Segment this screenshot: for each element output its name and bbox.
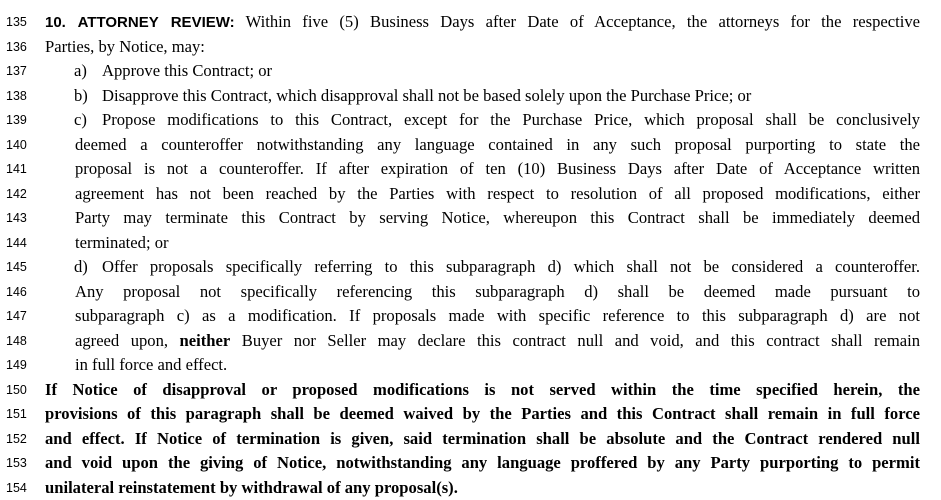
line-number: 145 [6,255,36,280]
option-a-text: Approve this Contract; or [102,61,272,80]
document-line [0,476,941,500]
option-c-line [74,108,920,133]
emphasis-neither: neither [180,331,231,350]
document-line [0,402,941,427]
document-line [0,157,941,182]
option-b-text: Disapprove this Contract, which disapproval shall not be based solely upon the Purchase Price; or [102,86,751,105]
document-line [0,304,941,329]
document-line [0,182,941,207]
document-line [0,451,941,476]
option-d-text: Any proposal not specifically referencing this subparagraph d) shall be deemed made pursuant to [75,280,920,305]
closing-text: and effect. If Notice of termination is given, said termination shall be absolute and the Contract rendered null [45,427,920,452]
option-d-text: Buyer nor Seller may declare this contract null and void, and this contract shall remain [242,331,920,350]
document-line [0,231,941,256]
line-number: 154 [6,476,36,500]
document-line [0,84,941,109]
option-d-line [75,329,920,354]
document-line [0,59,941,84]
option-a-line [74,59,920,84]
paragraph-heading: 10. ATTORNEY REVIEW: [45,14,235,31]
line-number: 144 [6,231,36,256]
option-d-line [74,255,920,280]
line-number: 151 [6,402,36,427]
document-line [0,255,941,280]
line-number: 146 [6,280,36,305]
document-line [0,329,941,354]
line-number: 141 [6,157,36,182]
document-line [0,280,941,305]
option-marker: b) [74,84,102,109]
line-number: 152 [6,427,36,452]
option-c-text: deemed a counteroffer notwithstanding any language contained in any such proposal purporting to state the [75,133,920,158]
line-number: 147 [6,304,36,329]
paragraph-intro-text: Within five (5) Business Days after Date of Acceptance, the attorneys for the respective [246,12,920,31]
option-d-text: in full force and effect. [75,353,920,378]
option-d-text: subparagraph c) as a modification. If proposals made with specific reference to this subparagraph d) are not [75,304,920,329]
contract-page [0,10,941,500]
document-line [0,108,941,133]
line-number: 140 [6,133,36,158]
document-line [0,378,941,403]
paragraph-10-line [45,10,920,36]
closing-text: provisions of this paragraph shall be deemed waived by the Parties and this Contract shall remain in full force [45,402,920,427]
document-line [0,206,941,231]
option-c-text: agreement has not been reached by the Parties with respect to resolution of all proposed modifications, either [75,182,920,207]
line-number: 149 [6,353,36,378]
option-b-line [74,84,920,109]
line-number: 153 [6,451,36,476]
closing-text: unilateral reinstatement by withdrawal of any proposal(s). [45,476,920,500]
option-c-text: Party may terminate this Contract by serving Notice, whereupon this Contract shall be immediately deemed [75,206,920,231]
line-number: 142 [6,182,36,207]
option-d-text: agreed upon, [75,331,168,350]
line-number: 139 [6,108,36,133]
option-d-text: Offer proposals specifically referring to this subparagraph d) which shall not be considered a counteroffer. [102,257,920,276]
document-line [0,35,941,60]
option-marker: d) [74,255,102,280]
closing-text: If Notice of disapproval or proposed modifications is not served within the time specified herein, the [45,378,920,403]
option-c-text: proposal is not a counteroffer. If after expiration of ten (10) Business Days after Date of Acceptance written [75,157,920,182]
line-number: 137 [6,59,36,84]
option-marker: a) [74,59,102,84]
line-number: 135 [6,10,36,35]
line-number: 136 [6,35,36,60]
paragraph-intro-text: Parties, by Notice, may: [45,35,920,60]
document-line [0,353,941,378]
line-number: 143 [6,206,36,231]
document-line [0,427,941,452]
line-number: 148 [6,329,36,354]
document-line [0,10,941,35]
option-c-text: terminated; or [75,231,920,256]
line-number: 150 [6,378,36,403]
option-marker: c) [74,108,102,133]
closing-text: and void upon the giving of Notice, notwithstanding any language proffered by any Party purporting to permit [45,451,920,476]
option-c-text: Propose modifications to this Contract, except for the Purchase Price, which proposal shall be conclusively [102,110,920,129]
document-line [0,133,941,158]
line-number: 138 [6,84,36,109]
